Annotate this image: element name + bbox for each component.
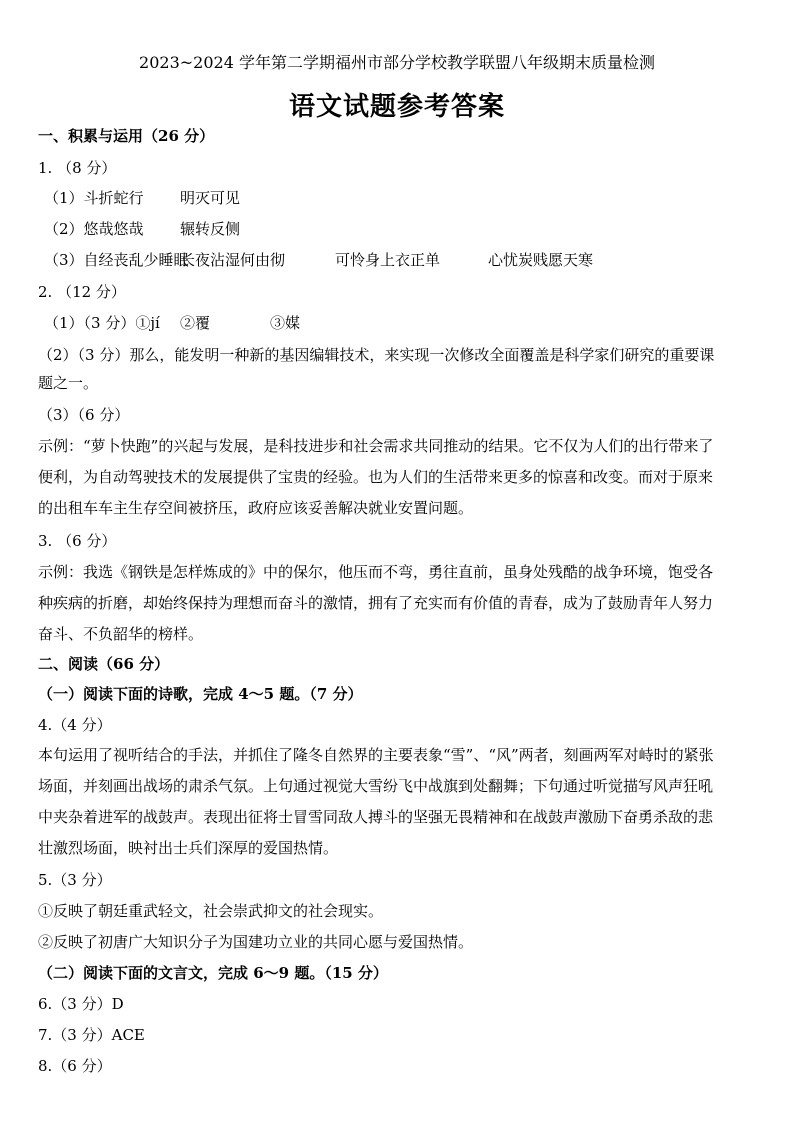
q2-label: 2. （12 分） xyxy=(38,283,126,301)
q2-part3-label: （3）（6 分） xyxy=(38,406,130,424)
reading-part-1-heading: （一）阅读下面的诗歌，完成 4～5 题。（7 分） xyxy=(38,685,363,703)
q2-part-1 xyxy=(44,313,762,333)
q1-row1-answer-b: 明灭可见 xyxy=(180,189,241,207)
q2-part3-line-2: 便利，为自动驾驶技术的发展提供了宝贵的经验。也为人们的生活带来更多的惊喜和改变。而对于原来 xyxy=(38,468,714,486)
q1-row-1 xyxy=(44,188,762,208)
q4-line-2: 场面，并刻画出战场的肃杀气氛。上句通过视觉大雪纷飞中战旗到处翻舞；下句通过听觉描写风声狂吼 xyxy=(38,777,714,795)
q1-row2-answer-b: 辗转反侧 xyxy=(180,220,241,238)
q4-line-4: 壮激烈场面，映衬出士兵们深厚的爱国热情。 xyxy=(38,839,339,857)
section-1-heading: 一、积累与运用（26 分） xyxy=(38,127,215,145)
q4-line-3: 中夹杂着进军的战鼓声。表现出征将士冒雪同敌人搏斗的坚强无畏精神和在战鼓声激励下奋勇杀敌的悲 xyxy=(38,808,714,826)
exam-header-title: 2023~2024 学年第二学期福州市部分学校教学联盟八年级期末质量检测 xyxy=(139,53,655,72)
q5-line-2: ②反映了初唐广大知识分子为国建功立业的共同心愿与爱国热情。 xyxy=(38,933,474,951)
q3-label: 3. （6 分） xyxy=(38,532,117,550)
q1-row2-answer-a: （2）悠哉悠哉 xyxy=(44,220,144,238)
q2-part2-line-2: 题之一。 xyxy=(38,374,99,392)
q8-label: 8.（6 分） xyxy=(38,1057,112,1075)
q2-part1-answer-b: ②覆 xyxy=(180,314,211,332)
q1-row3-answer-a: （3）自经丧乱少睡眠 xyxy=(44,251,189,269)
q1-row-2 xyxy=(44,219,762,239)
q2-part3-line-3: 的出租车车主生存空间被挤压，政府应该妥善解决就业安置问题。 xyxy=(38,499,474,517)
page-title: 语文试题参考答案 xyxy=(288,92,505,122)
reading-part-2-heading: （二）阅读下面的文言文，完成 6～9 题。（15 分） xyxy=(38,964,388,982)
q3-line-3: 奋斗、不负韶华的榜样。 xyxy=(38,625,204,643)
q3-line-1: 示例：我选《钢铁是怎样炼成的》中的保尔，他压而不弯，勇往直前，虽身处残酷的战争环境，饱受各 xyxy=(38,563,714,581)
q2-part1-answer-a: （1）（3 分）①jí xyxy=(44,314,160,332)
q2-part3-line-1: 示例：“萝卜快跑”的兴起与发展，是科技进步和社会需求共同推动的结果。它不仅为人们的出行带来了 xyxy=(38,437,714,455)
q4-line-1: 本句运用了视听结合的手法，并抓住了隆冬自然界的主要表象“雪”、“风”两者，刻画两军对峙时的紧张 xyxy=(38,746,714,764)
q1-row3-answer-d: 心忧炭贱愿天寒 xyxy=(488,251,594,269)
q1-row1-answer-a: （1）斗折蛇行 xyxy=(44,189,144,207)
section-2-heading: 二、阅读（66 分） xyxy=(38,655,170,673)
q1-row-3 xyxy=(44,250,762,270)
q2-part2-line-1: （2）（3 分）那么，能发明一种新的基因编辑技术，来实现一次修改全面覆盖是科学家们研究的重要课 xyxy=(38,346,715,364)
q6-answer: 6.（3 分）D xyxy=(38,995,124,1013)
q3-line-2: 种疾病的折磨，却始终保持为理想而奋斗的激情，拥有了充实而有价值的青春，成为了鼓励青年人努力 xyxy=(38,594,714,612)
q1-row3-answer-c: 可怜身上衣正单 xyxy=(335,251,441,269)
q1-row3-answer-b: 长夜沾湿何由彻 xyxy=(180,251,286,269)
q5-line-1: ①反映了朝廷重武轻文，社会崇武抑文的社会现实。 xyxy=(38,902,384,920)
q7-answer: 7.（3 分）ACE xyxy=(38,1026,145,1044)
q2-part1-answer-c: ③媒 xyxy=(270,314,301,332)
q4-label: 4.（4 分） xyxy=(38,716,112,734)
q1-label: 1. （8 分） xyxy=(38,159,117,177)
q5-label: 5.（3 分） xyxy=(38,871,112,889)
